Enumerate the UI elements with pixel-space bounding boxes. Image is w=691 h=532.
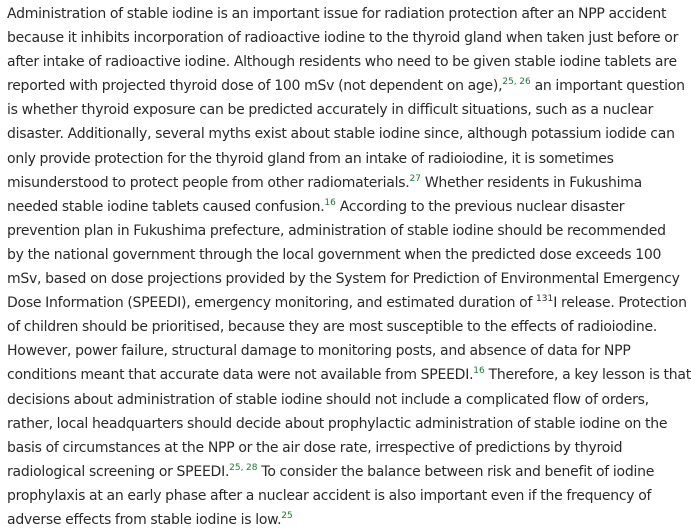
text-line: [7, 339, 638, 363]
text-line: [7, 50, 677, 74]
text-segment: Dose Information (SPEEDI), emergency monitoring, and estimated duration of: [7, 295, 537, 312]
text-line: [7, 171, 642, 195]
text-segment: needed stable iodine tablets caused confusion.: [7, 198, 325, 215]
text-line: [7, 26, 679, 50]
reference-link[interactable]: 25: [281, 510, 293, 521]
text-segment: I release. Protection: [553, 295, 687, 312]
text-segment: adverse effects from stable iodine is low.: [7, 511, 282, 528]
text-segment: To consider the balance between risk and benefit of iodine: [257, 463, 655, 480]
text-line: [7, 388, 649, 412]
text-line: [7, 74, 685, 98]
reference-link[interactable]: 27: [409, 173, 421, 184]
text-segment: prophylaxis at an early phase after a nuclear accident is also important even if the frequency of: [7, 487, 652, 504]
text-line: [7, 508, 638, 532]
text-line: [7, 243, 662, 267]
text-segment: only provide protection for the thyroid gland from an intake of radioiodine, it is sometimes: [7, 150, 614, 167]
text-segment: Whether residents in Fukushima: [420, 174, 642, 191]
text-segment: after intake of radioactive iodine. Although residents who need to be given stable iodine tablets are: [7, 54, 677, 71]
text-line: [7, 219, 666, 243]
reference-link[interactable]: 16: [473, 366, 485, 377]
reference-link[interactable]: 16: [324, 197, 336, 208]
text-segment: disaster. Additionally, several myths exist about stable iodine since, although potassium iodide can: [7, 126, 675, 143]
text-line: [7, 484, 652, 508]
text-segment: reported with projected thyroid dose of 100 mSv (not dependent on age),: [7, 78, 503, 95]
text-segment: rather, local headquarters should decide about prophylactic administration of stable iodine on the: [7, 415, 668, 432]
text-line: [7, 436, 638, 460]
text-segment: of children should be prioritised, because they are most susceptible to the effects of radioiodine.: [7, 319, 658, 336]
text-line: [7, 195, 638, 219]
text-line: [7, 267, 680, 291]
text-segment: Therefore, a key lesson is that: [484, 367, 691, 384]
text-segment: decisions about administration of stable iodine should not include a complicated flow of orders,: [7, 391, 649, 408]
iodine-prophylaxis-paragraph: [7, 2, 691, 532]
text-segment: because it inhibits incorporation of radioactive iodine to the thyroid gland when taken just before or: [7, 30, 679, 47]
text-line: [7, 412, 668, 436]
text-line: [7, 315, 658, 339]
text-line: [7, 291, 687, 315]
text-line: [7, 122, 675, 146]
isotope-superscript: 131: [536, 294, 554, 305]
text-segment: prevention plan in Fukushima prefecture, administration of stable iodine should be recommended: [7, 222, 666, 239]
text-line: [7, 2, 667, 26]
reference-link[interactable]: 25, 26: [502, 77, 531, 88]
text-segment: mSv, based on dose projections provided by the System for Prediction of Environmental Emergency: [7, 271, 680, 288]
text-segment: Administration of stable iodine is an important issue for radiation protection after an NPP accident: [7, 6, 667, 22]
text-segment: According to the previous nuclear disaster: [335, 198, 625, 215]
text-segment: However, power failure, structural damage to monitoring posts, and absence of data for NPP: [7, 343, 631, 360]
reference-link[interactable]: 25, 28: [229, 462, 258, 473]
text-line: [7, 147, 638, 171]
text-segment: is whether thyroid exposure can be predicted accurately in difficult situations, such as a nuclear: [7, 102, 654, 119]
text-segment: by the national government through the local government when the predicted dose exceeds 100: [7, 246, 662, 263]
text-line: [7, 98, 654, 122]
text-line: [7, 363, 691, 387]
text-segment: conditions meant that accurate data were not available from SPEEDI.: [7, 367, 474, 384]
text-segment: misunderstood to protect people from other radiomaterials.: [7, 174, 410, 191]
text-segment: an important question: [530, 78, 685, 95]
text-segment: basis of circumstances at the NPP or the air dose rate, irrespective of predictions by thyroid: [7, 439, 623, 456]
text-segment: radiological screening or SPEEDI.: [7, 463, 230, 480]
text-line: [7, 460, 655, 484]
